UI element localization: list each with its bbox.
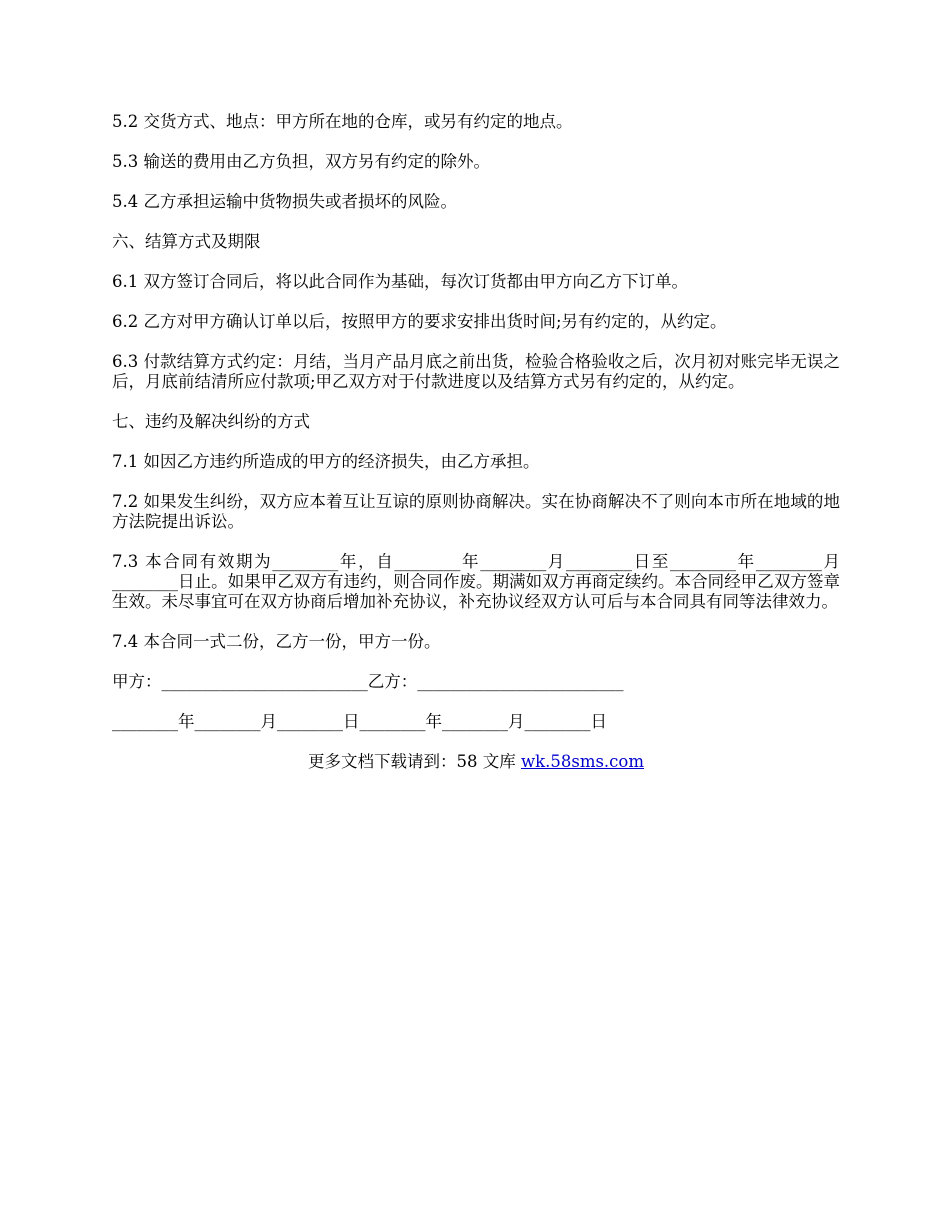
clause-5-3: 5.3 输送的费用由乙方负担，双方另有约定的除外。 xyxy=(112,152,490,171)
section-heading-7: 七、违约及解决纠纷的方式 xyxy=(112,412,310,431)
clause-6-3: 6.3 付款结算方式约定：月结，当月产品月底之前出货，检验合格验收之后，次月初对账完毕无误之后，月底前结清所应付款项;甲乙双方对于付款进度以及结算方式另有约定的，从约定。 xyxy=(112,352,840,391)
clause-6-1: 6.1 双方签订合同后，将以此合同作为基础，每次订货都由甲方向乙方下订单。 xyxy=(112,272,688,291)
clause-7-1: 7.1 如因乙方违约所造成的甲方的经济损失，由乙方承担。 xyxy=(112,452,540,471)
clause-5-2: 5.2 交货方式、地点：甲方所在地的仓库，或另有约定的地点。 xyxy=(112,112,573,131)
footer xyxy=(112,752,840,772)
clause-5-4: 5.4 乙方承担运输中货物损失或者损坏的风险。 xyxy=(112,192,457,211)
date-line: ________年________月________日________年________月________日 xyxy=(112,712,607,731)
section-heading-6: 六、结算方式及期限 xyxy=(112,232,261,251)
clause-7-4: 7.4 本合同一式二份，乙方一份，甲方一份。 xyxy=(112,632,441,651)
footer-prefix: 更多文档下载请到：58 文库 xyxy=(307,752,521,771)
document-body xyxy=(112,112,840,772)
clause-7-3: 7.3 本合同有效期为________年，自________年________月________日至________年________月________日止。如果甲乙双方有违约，则合同作废。期满如双方再商定续约。本合同经甲乙双方签章生效。未尽事宜可在双方协商后增加补充协议，补充协议经双方认可后与本合同具有同等法律效力。 xyxy=(112,552,840,611)
footer-link[interactable]: wk.58sms.com xyxy=(520,752,644,771)
clause-6-2: 6.2 乙方对甲方确认订单以后，按照甲方的要求安排出货时间;另有约定的，从约定。 xyxy=(112,312,727,331)
signature-line: 甲方：_________________________乙方：_________________________ xyxy=(112,672,624,691)
clause-7-2: 7.2 如果发生纠纷，双方应本着互让互谅的原则协商解决。实在协商解决不了则向本市所在地域的地方法院提出诉讼。 xyxy=(112,492,840,531)
